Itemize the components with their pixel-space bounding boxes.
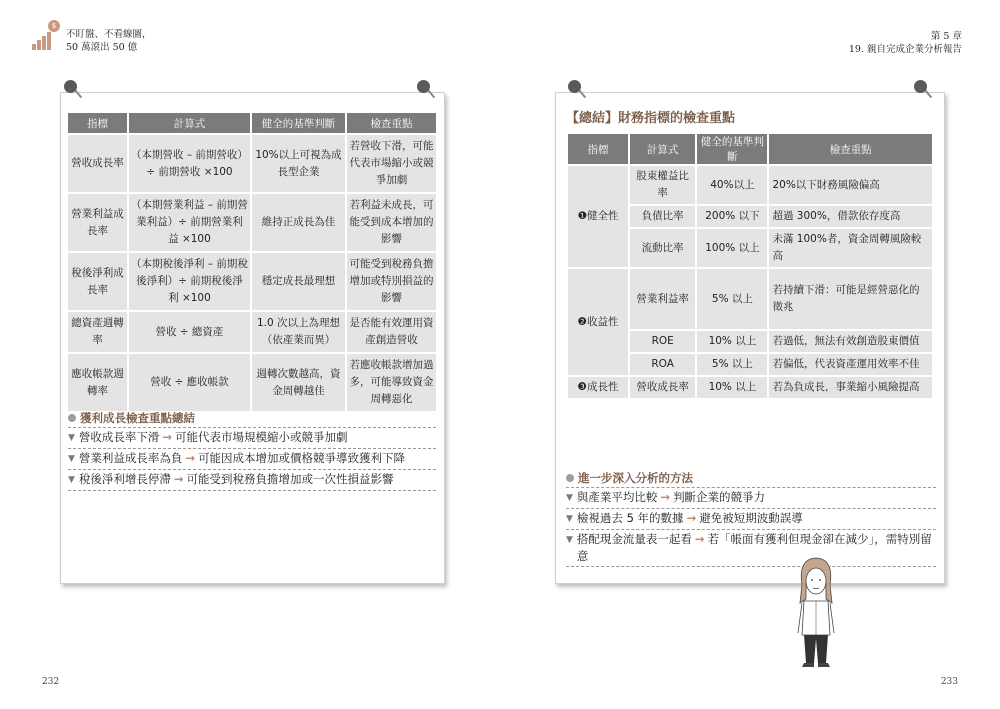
list-item: ▼ 稅後淨利增長停滯 → 可能受到稅務負擔增加或一次性損益影響 [68,470,436,491]
table-cell: 10% 以上 [697,331,767,352]
woman-illustration [786,555,846,670]
group-label: ❸成長性 [568,377,628,398]
page-number-right: 233 [940,677,958,687]
table-cell: 應收帳款週轉率 [68,354,127,411]
list-item: ▼ 營收成長率下滑 → 可能代表市場規模縮小或競爭加劇 [68,428,436,449]
table-cell: 5% 以上 [697,354,767,375]
chapter-label: 第 5 章 [930,31,962,42]
table-cell: 可能受到稅務負擔增加或特別損益的影響 [347,253,436,310]
table-header-row [68,113,436,133]
pushpin-icon [912,80,934,102]
arrow-icon: → [185,451,196,465]
table-cell: 10% 以上 [697,377,767,398]
table-header: 計算式 [630,134,695,164]
chapter-header [849,30,962,56]
table-cell: 營收 ÷ 總資產 [129,312,250,352]
table-cell: 營收 ÷ 應收帳款 [129,354,250,411]
table-cell: 20%以下財務風險偏高 [769,166,932,204]
table-cell: 營收成長率 [68,135,127,192]
table-cell: 10%以上可視為成長型企業 [252,135,345,192]
table-cell: 若利益未成長，可能受到成本增加的影響 [347,194,436,251]
group-label: ❷收益性 [568,269,628,375]
arrow-icon: → [162,430,173,444]
arrow-icon: → [173,472,184,486]
group-label: ❶健全性 [568,166,628,267]
table-header: 健全的基準判斷 [697,134,767,164]
table-cell: （本期營收 – 前期營收）÷ 前期營收 ×100 [129,135,250,192]
table-header: 健全的基準判斷 [252,113,345,133]
section-title: 【總結】財務指標的檢查重點 [566,111,736,126]
deeper-analysis-summary [566,470,936,567]
page-number-left: 232 [42,677,60,687]
table-cell: 流動比率 [630,229,695,267]
table-cell: 若持續下滑：可能是經營惡化的徵兆 [769,269,932,329]
table-header: 檢查重點 [347,113,436,133]
arrow-icon: → [694,532,705,546]
table-cell: 維持正成長為佳 [252,194,345,251]
triangle-bullet-icon: ▼ [68,433,75,443]
pushpin-icon [566,80,588,102]
table-cell: 總資產週轉率 [68,312,127,352]
list-item: ▼ 檢視過去 5 年的數據 → 避免被短期波動誤導 [566,509,936,530]
book-header [32,20,152,60]
summary-title: 進一步深入分析的方法 [566,470,936,488]
arrow-icon: → [660,490,671,504]
table-cell: 100% 以上 [697,229,767,267]
table-cell: （本期稅後淨利 – 前期稅後淨利）÷ 前期稅後淨利 ×100 [129,253,250,310]
table-cell: 未滿 100%者，資金周轉風險較高 [769,229,932,267]
table-cell: 週轉次數越高，資金周轉越佳 [252,354,345,411]
list-item: ▼ 搭配現金流量表一起看 → 若「帳面有獲利但現金卻在減少」，需特別留意 [566,530,936,567]
table-header: 指標 [68,113,127,133]
table-header: 指標 [568,134,628,164]
table-cell: 是否能有效運用資產創造營收 [347,312,436,352]
list-item: ▼ 與產業平均比較 → 判斷企業的競爭力 [566,488,936,509]
table-cell: 若過低，無法有效創造股東價值 [769,331,932,352]
list-item: ▼ 營業利益成長率為負 → 可能因成本增加或價格競爭導致獲利下降 [68,449,436,470]
table-header: 檢查重點 [769,134,932,164]
table-cell: 稅後淨利成長率 [68,253,127,310]
arrow-icon: → [686,511,697,525]
triangle-bullet-icon: ▼ [566,493,573,503]
table-cell: 1.0 次以上為理想（依產業而異） [252,312,345,352]
triangle-bullet-icon: ▼ [68,454,75,464]
table-row [568,377,932,398]
book-title: 不盯盤、不看線圖， 50 萬滾出 50 億 [66,29,152,53]
triangle-bullet-icon: ▼ [68,475,75,485]
summary-title: 獲利成長檢查重點總結 [68,410,436,428]
table-row [68,135,436,192]
table-cell: 超過 300%，借款依存度高 [769,206,932,227]
section-label: 19. 親自完成企業分析報告 [848,44,962,55]
table-cell: 200% 以下 [697,206,767,227]
table-header-row [568,134,932,164]
bullet-dot-icon [566,474,574,482]
table-cell: 5% 以上 [697,269,767,329]
money-chart-icon: $ [32,20,60,50]
table-row [568,166,932,204]
table-row [68,354,436,411]
table-header: 計算式 [129,113,250,133]
table-row [68,312,436,352]
table-cell: 若為負成長，事業縮小風險提高 [769,377,932,398]
table-cell: 穩定成長最理想 [252,253,345,310]
table-cell: 營業利益成長率 [68,194,127,251]
table-cell: 40%以上 [697,166,767,204]
table-row [68,194,436,251]
triangle-bullet-icon: ▼ [566,514,573,524]
growth-metrics-table [66,111,438,413]
table-cell: 營收成長率 [630,377,695,398]
pushpin-icon [415,80,437,102]
growth-summary [68,410,436,491]
bullet-dot-icon [68,414,76,422]
table-cell: 若營收下滑，可能代表市場縮小或競爭加劇 [347,135,436,192]
table-row [68,253,436,310]
table-cell: 負債比率 [630,206,695,227]
table-cell: ROE [630,331,695,352]
table-cell: 股東權益比率 [630,166,695,204]
table-row [568,269,932,329]
table-cell: 若偏低，代表資產運用效率不佳 [769,354,932,375]
table-cell: ROA [630,354,695,375]
triangle-bullet-icon: ▼ [566,535,573,545]
table-cell: 營業利益率 [630,269,695,329]
pushpin-icon [62,80,84,102]
table-cell: （本期營業利益 – 前期營業利益）÷ 前期營業利益 ×100 [129,194,250,251]
table-cell: 若應收帳款增加過多，可能導致資金周轉惡化 [347,354,436,411]
financial-metrics-table [566,132,934,400]
